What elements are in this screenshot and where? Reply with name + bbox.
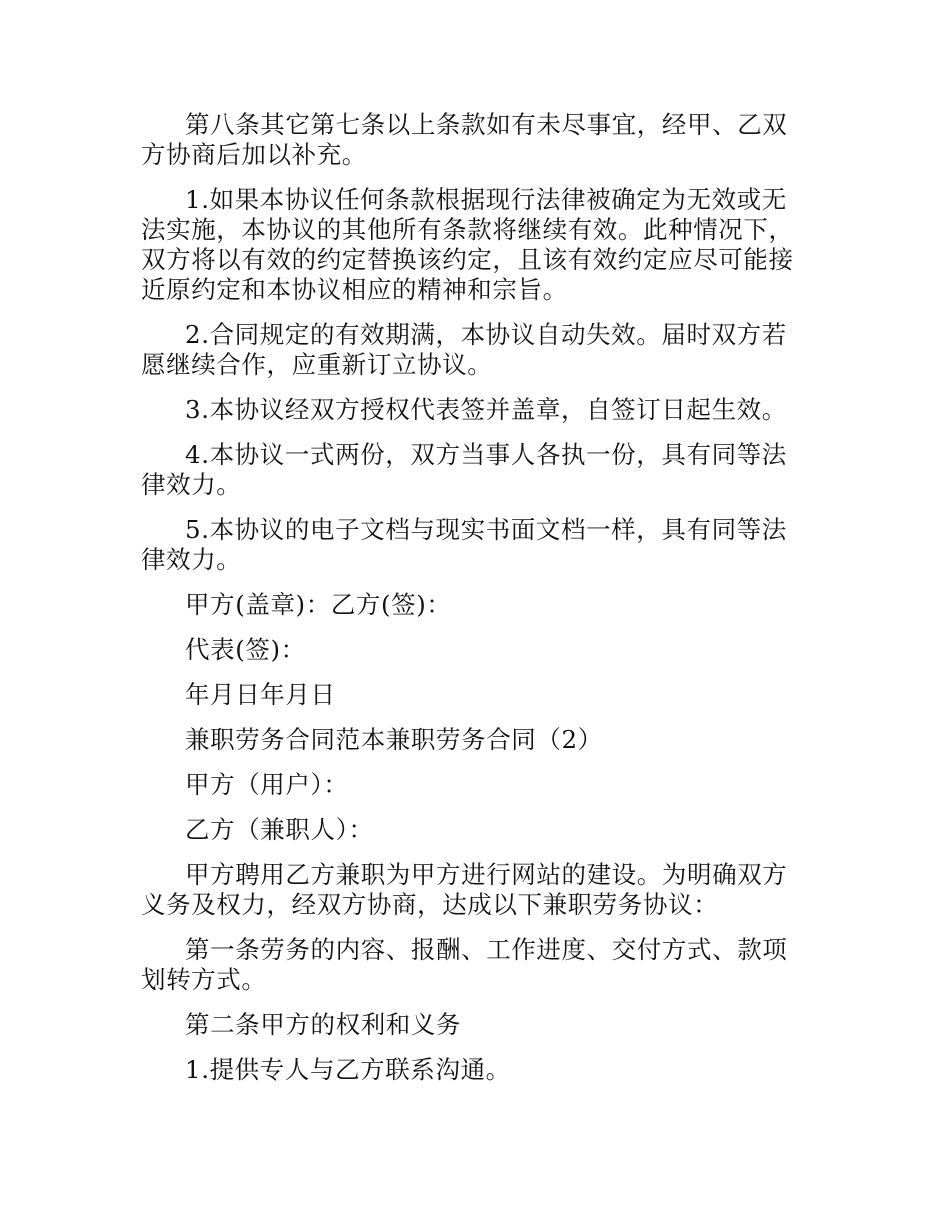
document-body: [141, 110, 809, 1100]
date-line: 年月日年月日: [185, 680, 336, 709]
contract-title: 兼职劳务合同范本兼职劳务合同（2）: [185, 725, 603, 754]
party-a-line: 甲方（用户）：: [185, 770, 349, 799]
article-2-item-1: 1.提供专人与乙方联系沟通。: [185, 1055, 511, 1084]
clause-8-other: 第八条其它第七条以上条款如有未尽事宜，经甲、乙双方协商后加以补充。: [141, 110, 788, 169]
party-b-line: 乙方（兼职人）：: [185, 815, 374, 844]
clause-8-item-2: 2.合同规定的有效期满，本协议自动失效。届时双方若愿继续合作，应重新订立协议。: [141, 320, 787, 379]
representative-signature-line: 代表(签)：: [185, 635, 306, 664]
signature-parties-line: 甲方(盖章)：乙方(签)：: [185, 590, 452, 619]
contract-preamble: 甲方聘用乙方兼职为甲方进行网站的建设。为明确双方义务及权力，经双方协商，达成以下兼职劳务协议：: [141, 860, 788, 919]
clause-8-item-5: 5.本协议的电子文档与现实书面文档一样，具有同等法律效力。: [141, 515, 787, 574]
article-1: 第一条劳务的内容、报酬、工作进度、交付方式、款项划转方式。: [141, 935, 788, 994]
clause-8-item-3: 3.本协议经双方授权代表签并盖章，自签订日起生效。: [185, 395, 787, 424]
article-2-heading: 第二条甲方的权利和义务: [185, 1010, 462, 1039]
clause-8-item-4: 4.本协议一式两份，双方当事人各执一份，具有同等法律效力。: [141, 440, 787, 499]
clause-8-item-1: 1.如果本协议任何条款根据现行法律被确定为无效或无法实施，本协议的其他所有条款将继续有效。此种情况下，双方将以有效的约定替换该约定，且该有效约定应尽可能接近原约定和本协议相应的精神和宗旨。: [141, 185, 794, 304]
